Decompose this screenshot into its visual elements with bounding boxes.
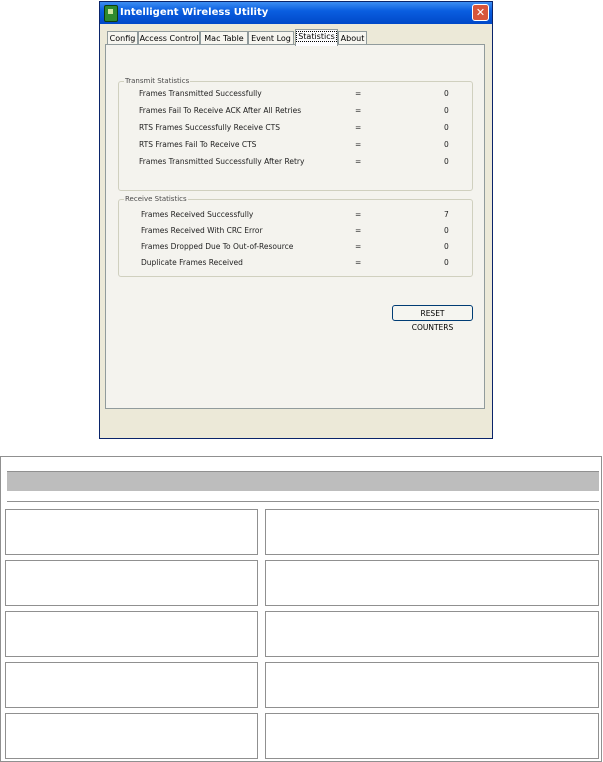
app-icon [104,5,118,22]
transmit-row [119,157,474,167]
stat-value: 0 [444,140,449,149]
tab-about[interactable]: About [338,31,367,45]
stat-label: Frames Received Successfully [141,210,254,219]
table-cell [5,662,258,708]
stat-equals: = [355,242,362,251]
divider [7,501,599,502]
transmit-row [119,106,474,116]
stat-label: Frames Received With CRC Error [141,226,263,235]
stat-label: Duplicate Frames Received [141,258,243,267]
table-cell [265,560,599,606]
window-title: Intelligent Wireless Utility [120,7,269,18]
tab-access-control[interactable]: Access Control [138,31,200,45]
receive-statistics-group [118,195,473,277]
transmit-row [119,123,474,133]
tab-config[interactable]: Config [107,31,138,45]
table-cell [265,611,599,657]
receive-row [119,226,474,236]
stat-equals: = [355,258,362,267]
tab-event-log[interactable]: Event Log [248,31,294,45]
transmit-row [119,89,474,99]
app-window [99,1,493,439]
stat-value: 0 [444,123,449,132]
stat-value: 0 [444,242,449,251]
tab-mac-table[interactable]: Mac Table [200,31,248,45]
stat-label: RTS Frames Fail To Receive CTS [139,140,257,149]
stat-value: 0 [444,258,449,267]
receive-legend: Receive Statistics [125,195,187,203]
transmit-row [119,140,474,150]
stat-label: Frames Dropped Due To Out-of-Resource [141,242,294,251]
stat-label: Frames Transmitted Successfully After Retry [139,157,305,166]
table-cell [265,713,599,759]
stat-value: 0 [444,226,449,235]
tab-statistics[interactable]: Statistics [295,29,338,46]
stat-equals: = [355,140,362,149]
close-button[interactable]: ✕ [472,4,489,21]
table-cell [5,713,258,759]
stat-label: RTS Frames Successfully Receive CTS [139,123,280,132]
stat-value: 0 [444,157,449,166]
stat-equals: = [355,123,362,132]
receive-row [119,210,474,220]
table-cell [5,560,258,606]
table-cell [5,611,258,657]
empty-table [0,456,602,762]
receive-row [119,258,474,268]
stat-equals: = [355,106,362,115]
statistics-panel [105,44,485,409]
table-cell [5,509,258,555]
receive-row [119,242,474,252]
stat-label: Frames Fail To Receive ACK After All Retries [139,106,302,115]
table-cell [265,662,599,708]
stat-equals: = [355,226,362,235]
stat-equals: = [355,89,362,98]
reset-counters-button[interactable]: RESET COUNTERS [392,305,473,321]
title-bar[interactable] [100,2,492,24]
stat-equals: = [355,157,362,166]
stat-value: 0 [444,89,449,98]
stat-equals: = [355,210,362,219]
table-header-bar [7,471,599,491]
stat-value: 7 [444,210,449,219]
table-cell [265,509,599,555]
stat-value: 0 [444,106,449,115]
stat-label: Frames Transmitted Successfully [139,89,262,98]
transmit-statistics-group [118,77,473,191]
transmit-legend: Transmit Statistics [125,77,190,85]
